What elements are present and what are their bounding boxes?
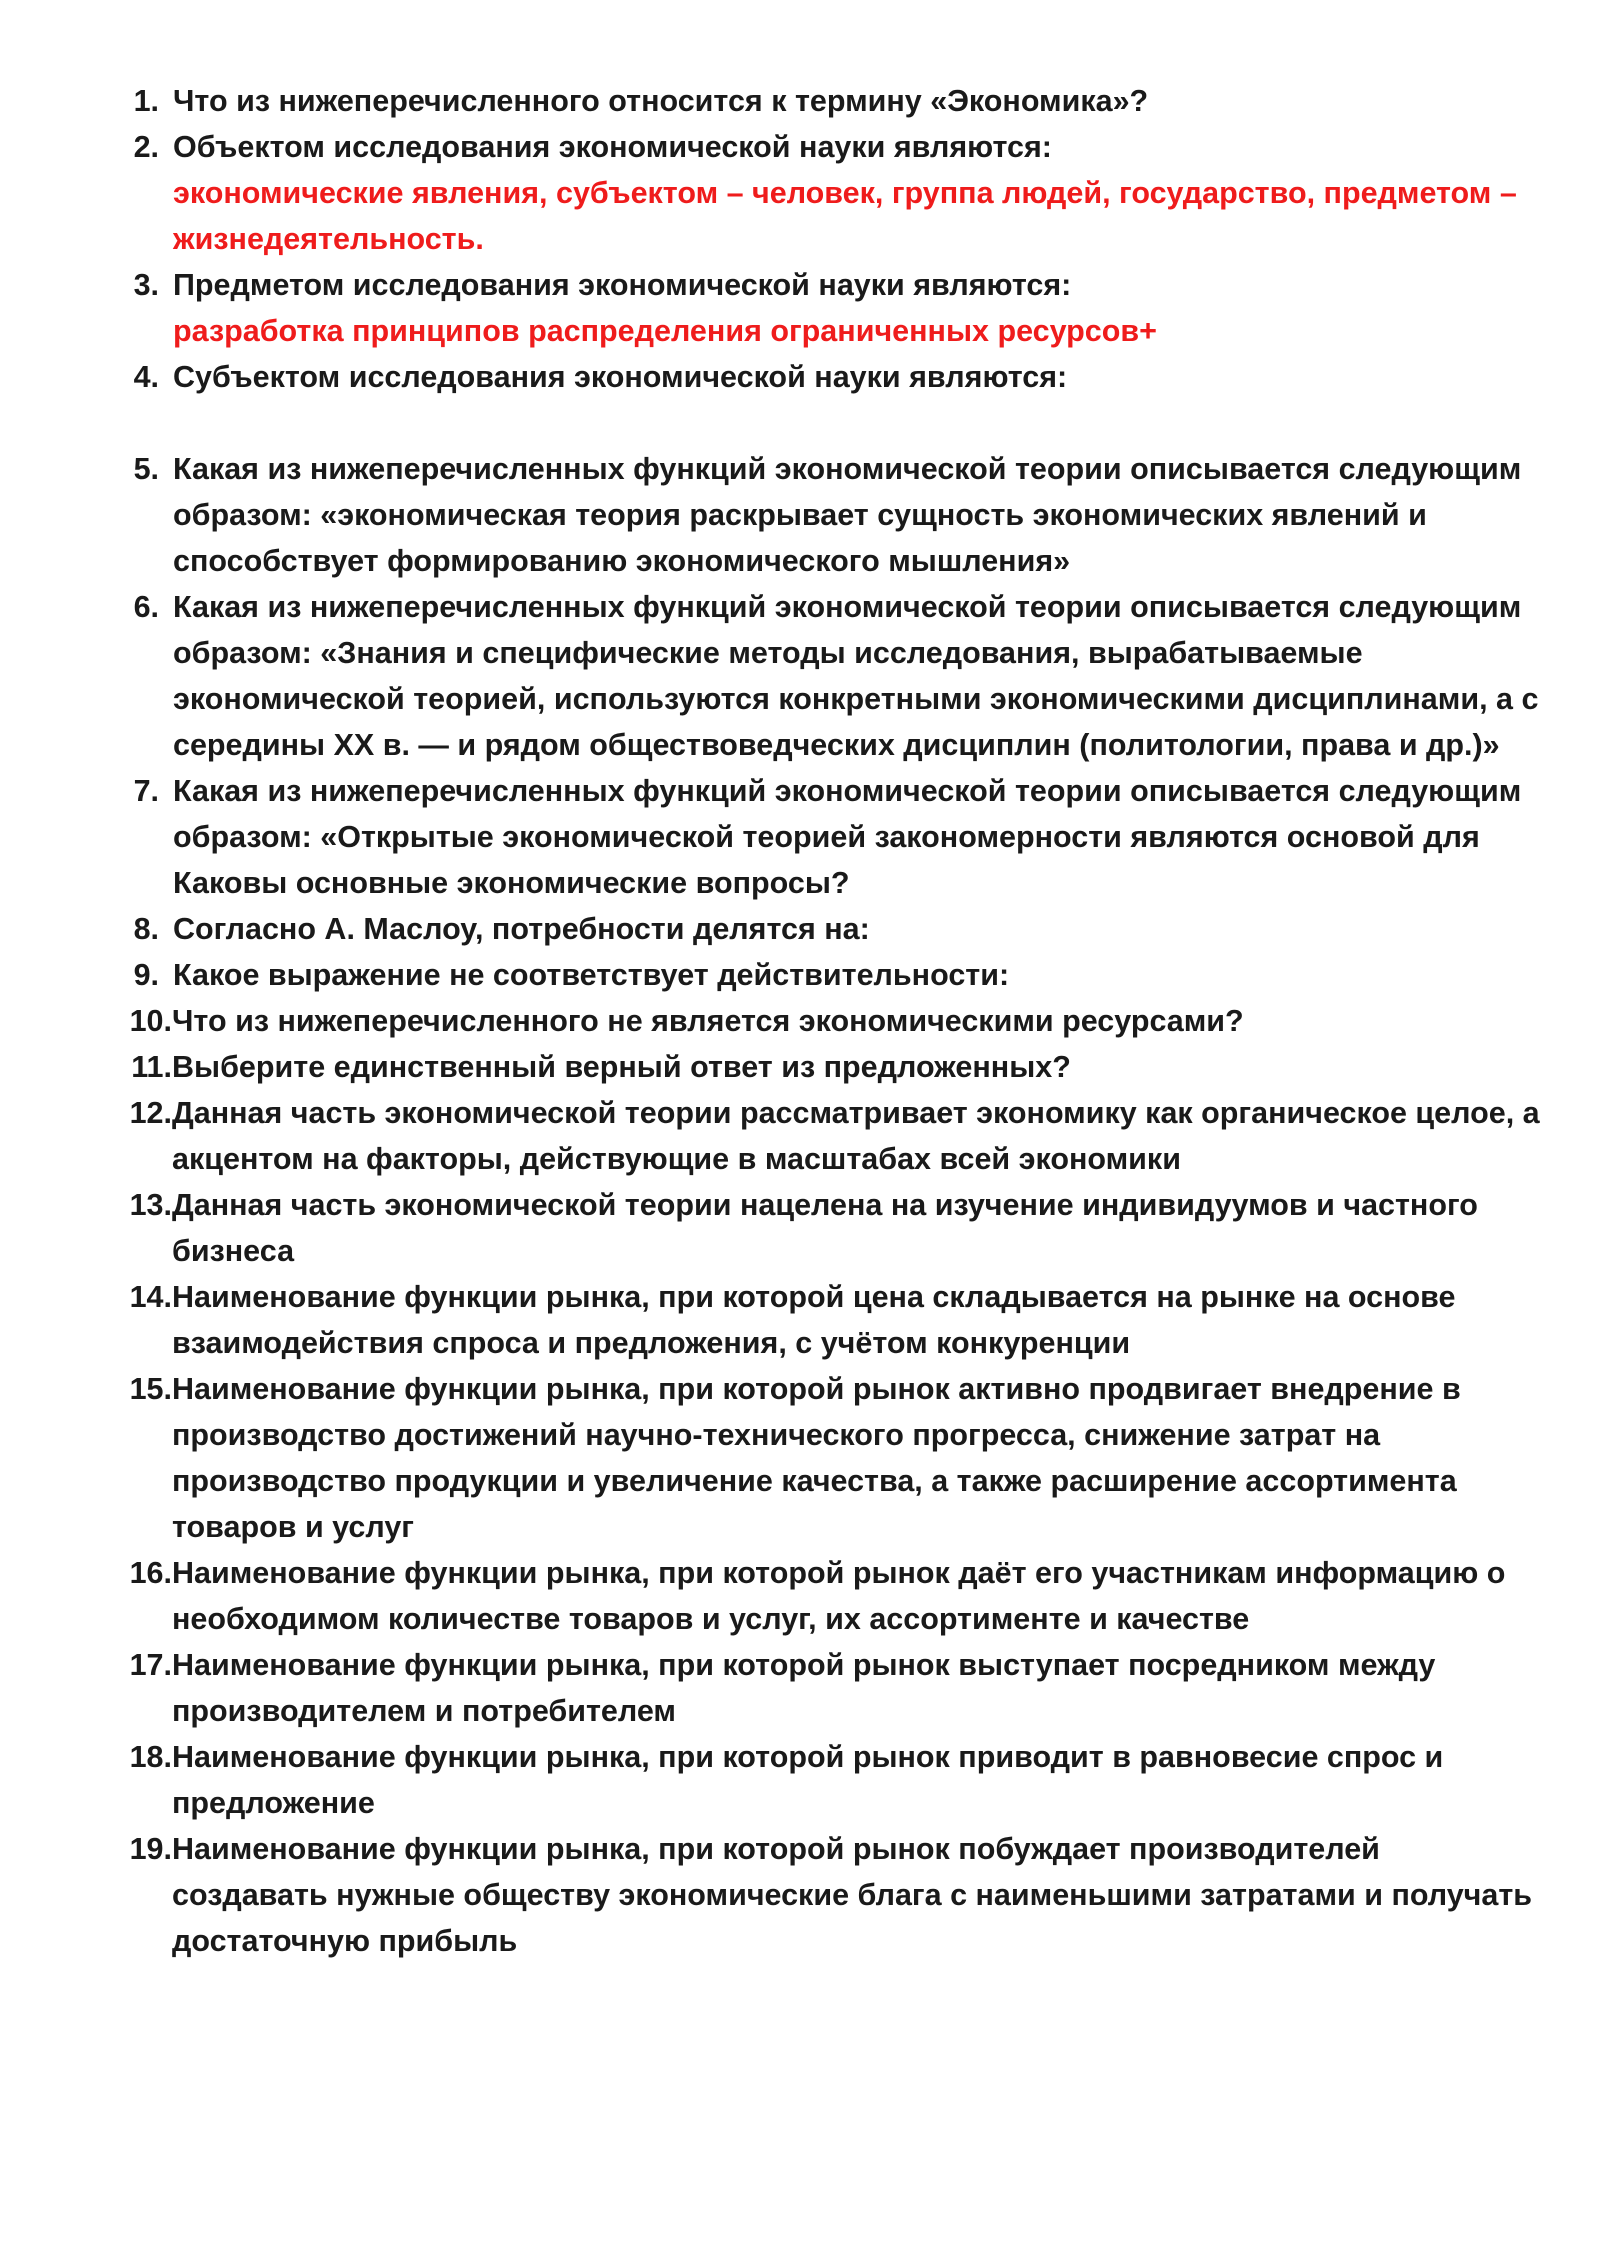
item-body [173,952,1541,998]
question-text: Наименование функции рынка, при которой рынок даёт его участникам информацию о необходимом количестве товаров и услуг, их ассортименте и качестве [172,1556,1506,1636]
question-text: Какая из нижеперечисленных функций экономической теории описывается следующим образом: «Открытые экономической теорией закономерности являются основой для Каковы основные экономические вопросы? [173,774,1522,900]
item-number: 3. [133,268,159,302]
item-body [173,262,1541,354]
list-item [121,1734,1541,1826]
list-item [121,124,1541,262]
question-text: Объектом исследования экономической науки являются: [173,130,1052,164]
item-body [172,1366,1541,1550]
list-item [121,952,1541,998]
item-body [172,1090,1541,1182]
question-text: Наименование функции рынка, при которой рынок побуждает производителей создавать нужные обществу экономические блага с наименьшими затратами и получать достаточную прибыль [172,1832,1533,1958]
question-text: Какое выражение не соответствует действительности: [173,958,1010,992]
item-body [172,1642,1541,1734]
item-body [172,1044,1541,1090]
list-item [121,906,1541,952]
item-number: 16. [129,1556,172,1590]
list-item [121,998,1541,1044]
item-body [173,768,1541,906]
item-body [172,998,1541,1044]
item-body [172,1550,1541,1642]
question-text: Субъектом исследования экономической науки являются: [173,360,1068,394]
list-item [121,1550,1541,1642]
item-body [173,446,1541,584]
question-text: Данная часть экономической теории рассматривает экономику как органическое целое, а акцентом на факторы, действующие в масштабах всей экономики [172,1096,1540,1176]
item-number: 10. [129,1004,172,1038]
question-text: Что из нижеперечисленного не является экономическими ресурсами? [172,1004,1244,1038]
question-text: Наименование функции рынка, при которой цена складывается на рынке на основе взаимодействия спроса и предложения, с учётом конкуренции [172,1280,1456,1360]
question-list [121,78,1541,1964]
question-text: Что из нижеперечисленного относится к термину «Экономика»? [173,84,1149,118]
question-text: Какая из нижеперечисленных функций экономической теории описывается следующим образом: «Знания и специфические методы исследования, вырабатываемые экономической теорией, используются конкретными экономическими дисциплинами, а с середины XX в. — и рядом обществоведческих дисциплин (политологии, права и др.)» [173,590,1539,762]
question-text: Предметом исследования экономической науки являются: [173,268,1072,302]
item-body [172,1826,1541,1964]
question-text: Согласно А. Маслоу, потребности делятся на: [173,912,870,946]
item-body [172,1734,1541,1826]
list-item [121,446,1541,584]
list-item [121,78,1541,124]
item-number: 7. [133,774,159,808]
question-text: Какая из нижеперечисленных функций экономической теории описывается следующим образом: «экономическая теория раскрывает сущность экономических явлений и способствует формированию экономического мышления» [173,452,1522,578]
item-number: 2. [133,130,159,164]
list-item [121,1826,1541,1964]
item-number: 14. [129,1280,172,1314]
item-body [172,1182,1541,1274]
item-body [172,1274,1541,1366]
item-number: 18. [129,1740,172,1774]
answer-text: разработка принципов распределения ограниченных ресурсов+ [173,314,1157,348]
list-item [121,354,1541,400]
item-number: 19. [129,1832,172,1866]
item-number: 8. [133,912,159,946]
item-body [173,354,1541,400]
item-number: 13. [129,1188,172,1222]
list-item [121,1090,1541,1182]
item-body [173,124,1541,262]
item-body [173,78,1541,124]
list-item [121,262,1541,354]
answer-text: экономические явления, субъектом – человек, группа людей, государство, предметом – жизнедеятельность. [173,176,1517,256]
item-number: 17. [129,1648,172,1682]
item-number: 15. [129,1372,172,1406]
list-item [121,1366,1541,1550]
item-number: 6. [133,590,159,624]
item-number: 11. [131,1050,172,1084]
item-number: 9. [133,958,159,992]
item-number: 4. [133,360,159,394]
item-body [173,584,1541,768]
list-item [121,1044,1541,1090]
question-text: Наименование функции рынка, при которой рынок приводит в равновесие спрос и предложение [172,1740,1444,1820]
list-item [121,768,1541,906]
question-text: Выберите единственный верный ответ из предложенных? [172,1050,1071,1084]
item-body [173,906,1541,952]
list-item [121,1642,1541,1734]
question-text: Наименование функции рынка, при которой рынок выступает посредником между производителем и потребителем [172,1648,1436,1728]
item-number: 1. [133,84,159,118]
question-text: Наименование функции рынка, при которой рынок активно продвигает внедрение в производство достижений научно-технического прогресса, снижение затрат на производство продукции и увеличение качества, а также расширение ассортимента товаров и услуг [172,1372,1461,1544]
item-number: 12. [129,1096,172,1130]
list-item [121,584,1541,768]
item-number: 5. [133,452,159,486]
question-text: Данная часть экономической теории нацелена на изучение индивидуумов и частного бизнеса [172,1188,1478,1268]
list-item [121,1182,1541,1274]
list-item [121,1274,1541,1366]
